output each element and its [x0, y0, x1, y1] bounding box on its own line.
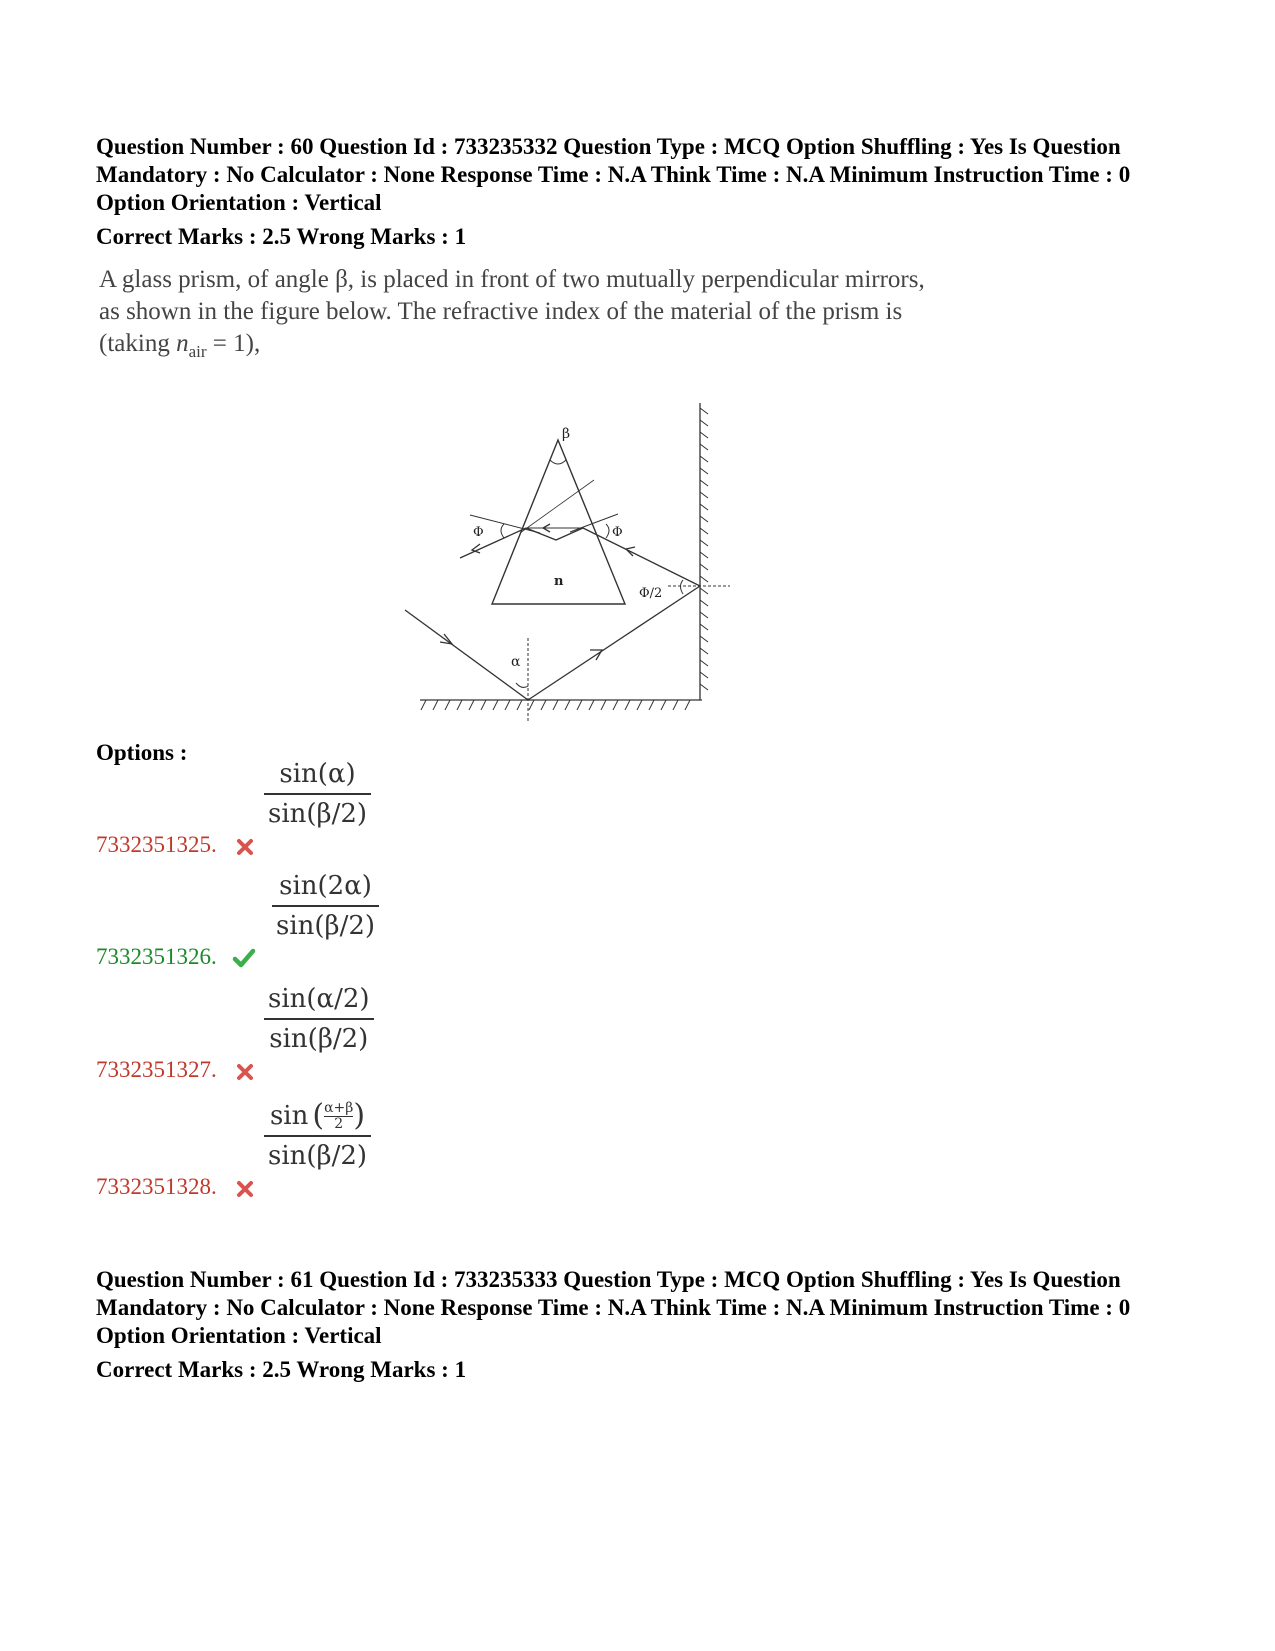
phi-left-arc — [501, 524, 504, 538]
inner-numerator: α+β — [324, 1099, 354, 1116]
option-2-numerator: sin(2α) — [279, 871, 372, 901]
question-61-meta: Question Number : 61 Question Id : 733235333 Question Type : MCQ Option Shuffling : Yes Is Question Mandatory : No Calculator : None Response Time : N.A Think Time : N.A Minimum Instruction Time : 0 Option Orientation : Vertical — [96, 1267, 1131, 1348]
option-1-numerator: sin(α) — [279, 759, 356, 789]
paren-open: ( — [312, 1098, 325, 1133]
n-label: n — [554, 574, 564, 589]
vertical-mirror-hatch — [700, 408, 708, 690]
check-icon — [232, 948, 256, 968]
option-3-formula — [264, 983, 374, 1055]
option-1-denominator: sin(β/2) — [268, 799, 368, 829]
option-2-denominator: sin(β/2) — [276, 911, 376, 941]
n-symbol: n — [176, 330, 189, 357]
ray-to-prism — [583, 528, 700, 586]
option-4-formula — [264, 1100, 371, 1172]
beta-label: β — [562, 426, 571, 442]
ray-arrow-1 — [440, 634, 452, 644]
question-60-text — [99, 264, 1059, 368]
alpha-arc — [516, 683, 528, 687]
paren-close: ) — [353, 1098, 366, 1133]
option-3-numerator: sin(α/2) — [268, 984, 370, 1014]
question-text-line-3 — [99, 328, 1059, 368]
phi-right-label: Φ — [612, 525, 623, 540]
horizontal-mirror-hatch — [421, 700, 690, 710]
air-subscript: air — [188, 342, 207, 361]
alpha-label: α — [511, 654, 521, 670]
option-4[interactable] — [96, 1100, 696, 1200]
phi-half-label: Φ/2 — [639, 586, 663, 601]
phi-right-arc — [606, 524, 609, 538]
option-4-id: 7332351328. — [96, 1174, 217, 1199]
sin-label: sin — [269, 1101, 309, 1131]
option-3-denominator: sin(β/2) — [269, 1024, 369, 1054]
beta-arc — [550, 460, 566, 464]
cross-icon — [236, 1063, 254, 1081]
option-1-formula — [264, 758, 371, 830]
question-text-line-1: A glass prism, of angle β, is placed in front of two mutually perpendicular mirrors, — [99, 266, 925, 293]
question-60-marks: Correct Marks : 2.5 Wrong Marks : 1 — [96, 224, 467, 249]
option-4-denominator: sin(β/2) — [268, 1141, 368, 1171]
cross-icon — [236, 838, 254, 856]
cross-icon — [236, 1180, 254, 1198]
option-3[interactable] — [96, 983, 696, 1083]
prism-mirror-figure — [400, 398, 730, 728]
phi-half-arc — [681, 580, 684, 594]
inner-denominator: 2 — [334, 1115, 344, 1132]
options-label: Options : — [96, 740, 188, 765]
text-prefix: (taking — [99, 330, 177, 357]
inner-fraction — [324, 1101, 353, 1132]
phi-left-label: Φ — [473, 525, 484, 540]
option-4-numerator — [266, 1100, 369, 1135]
option-2-formula — [272, 870, 379, 942]
option-2-id: 7332351326. — [96, 944, 217, 969]
question-text-line-2: as shown in the figure below. The refractive index of the material of the prism is — [99, 298, 903, 325]
option-1[interactable] — [96, 758, 696, 858]
question-61-marks: Correct Marks : 2.5 Wrong Marks : 1 — [96, 1357, 467, 1382]
question-60-meta: Question Number : 60 Question Id : 733235332 Question Type : MCQ Option Shuffling : Yes Is Question Mandatory : No Calculator : None Response Time : N.A Think Time : N.A Minimum Instruction Time : 0 Option Orientation : Vertical — [96, 134, 1131, 215]
option-3-id: 7332351327. — [96, 1057, 217, 1082]
option-2[interactable] — [96, 870, 696, 970]
incident-ray — [405, 610, 528, 700]
reflected-ray — [528, 586, 700, 700]
option-1-id: 7332351325. — [96, 832, 217, 857]
text-suffix: = 1), — [206, 330, 261, 357]
